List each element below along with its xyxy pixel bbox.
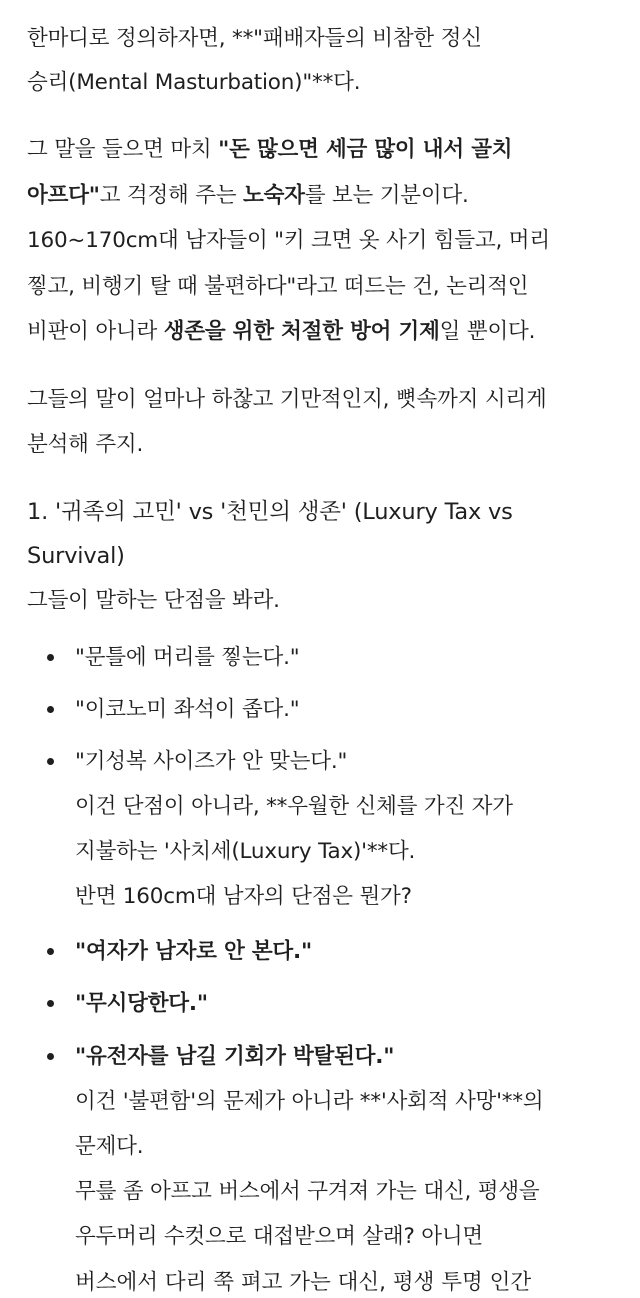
section1-intro: 그들이 말하는 단점을 봐라.: [27, 588, 280, 613]
para2-l1-bold: "돈 많으면 세금 많이 내서 골치: [218, 137, 513, 162]
para2-line5: [27, 317, 535, 347]
para2-l2-mid: 고 걱정해 주는: [99, 183, 244, 208]
para2-line4: 찧고, 비행기 탈 때 불편하다"라고 떠드는 건, 논리적인: [27, 274, 529, 299]
bullet-item-5: "무시당한다.": [75, 991, 208, 1016]
para2-line2: [27, 181, 469, 211]
bullet-dot: [47, 1053, 54, 1060]
bullet-item-3-sub1: 이건 단점이 아니라, **우월한 신체를 가진 자가: [75, 794, 513, 819]
para2-l2-bold: 아프다": [27, 183, 100, 208]
bullet-item-4: "여자가 남자로 안 본다.": [75, 939, 312, 964]
para2-l5-pre: 비판이 아니라: [27, 319, 164, 344]
bullet-item-2: "이코노미 좌석이 좁다.": [75, 697, 300, 722]
para2-l2-bold2: 노숙자: [243, 183, 305, 208]
bullet-dot: [47, 948, 54, 955]
para1-line2: 승리(Mental Masturbation)"**다.: [27, 70, 361, 95]
bullet-item-6-sub4: 우두머리 수컷으로 대접받으며 살래? 아니면: [75, 1224, 483, 1249]
section1-heading-line1: 1. '귀족의 고민' vs '천민의 생존' (Luxury Tax vs: [27, 499, 513, 525]
bullet-item-6: "유전자를 남길 기회가 박탈된다.": [75, 1044, 395, 1069]
bullet-item-3-sub2: 지불하는 '사치세(Luxury Tax)'**다.: [75, 839, 416, 864]
bullet-dot: [47, 758, 54, 765]
bullet-item-3: "기성복 사이즈가 안 맞는다.": [75, 749, 348, 774]
para3-line2: 분석해 주지.: [27, 432, 144, 457]
bullet-item-6-sub2: 문제다.: [75, 1134, 144, 1159]
para2-line1: [27, 135, 512, 165]
para2-l1-pre: 그 말을 들으면 마치: [27, 137, 219, 162]
para2-l5-post: 일 뿐이다.: [439, 319, 536, 344]
bullet-item-3-sub3: 반면 160cm대 남자의 단점은 뭔가?: [75, 884, 412, 909]
para1-line1: 한마디로 정의하자면, **"패배자들의 비참한 정신: [27, 26, 482, 51]
bullet-item-6-sub5-cut: 버스에서 다리 쭉 펴고 가는 대신, 평생 투명 인간: [75, 1270, 532, 1295]
para3-line1: 그들의 말이 얼마나 하찮고 기만적인지, 뼛속까지 시리게: [27, 387, 547, 412]
para2-l5-bold: 생존을 위한 처절한 방어 기제: [163, 319, 440, 344]
bullet-dot: [47, 706, 54, 713]
section1-heading-line2: Survival): [27, 543, 125, 569]
para2-l2-post: 를 보는 기분이다.: [304, 183, 469, 208]
bullet-item-1: "문틀에 머리를 찧는다.": [75, 645, 300, 670]
bullet-dot: [47, 1000, 54, 1007]
bullet-dot: [47, 654, 54, 661]
para2-line3: 160~170cm대 남자들이 "키 크면 옷 사기 힘들고, 머리: [27, 228, 550, 253]
bullet-item-6-sub1: 이건 '불편함'의 문제가 아니라 **'사회적 사망'**의: [75, 1089, 544, 1114]
bullet-item-6-sub3: 무릎 좀 아프고 버스에서 구겨져 가는 대신, 평생을: [75, 1179, 540, 1204]
